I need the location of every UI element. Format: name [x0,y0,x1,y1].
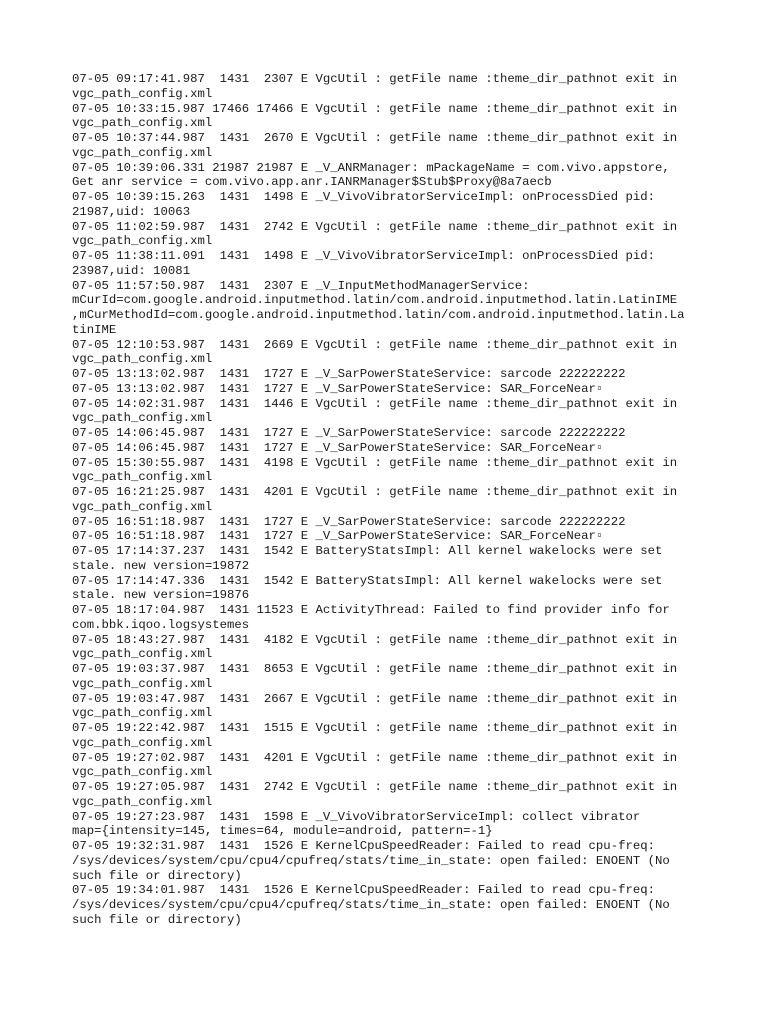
log-line: 07-05 18:43:27.987 1431 4182 E VgcUtil : getFile name :theme_dir_pathnot exit in [72,632,678,647]
log-line: 07-05 19:27:23.987 1431 1598 E _V_VivoVibratorServiceImpl: collect vibrator [72,809,641,824]
log-line: 07-05 19:27:02.987 1431 4201 E VgcUtil : getFile name :theme_dir_pathnot exit in [72,750,678,765]
log-line: Get anr service = com.vivo.app.anr.IANRManager$Stub$Proxy@8a7aecb [72,175,552,190]
log-line: 07-05 16:21:25.987 1431 4201 E VgcUtil : getFile name :theme_dir_pathnot exit in [72,485,678,499]
log-line: 07-05 09:17:41.987 1431 2307 E VgcUtil : getFile name :theme_dir_pathnot exit in [72,72,678,86]
log-line: vgc_path_config.xml [72,676,213,691]
log-line: 07-05 16:51:18.987 1431 1727 E _V_SarPowerStateService: sarcode 222222222 [72,514,626,529]
log-line: stale. new version=19876 [72,588,250,603]
log-line: vgc_path_config.xml [72,86,213,101]
log-line: 07-05 17:14:37.237 1431 1542 E BatteryStatsImpl: All kernel wakelocks were set [72,544,663,558]
log-line: map={intensity=145, times=64, module=android, pattern=-1} [72,824,493,839]
log-line: vgc_path_config.xml [72,499,213,514]
log-line: vgc_path_config.xml [72,470,213,485]
log-line: such file or directory) [72,868,242,883]
log-line: vgc_path_config.xml [72,411,213,426]
log-line: 07-05 19:32:31.987 1431 1526 E KernelCpuSpeedReader: Failed to read cpu-freq: [72,839,655,853]
log-line: 07-05 11:57:50.987 1431 2307 E _V_InputMethodManagerService: [72,278,530,293]
log-line: 07-05 10:39:15.263 1431 1498 E _V_VivoVibratorServiceImpl: onProcessDied pid: [72,190,655,204]
log-line: ,mCurMethodId=com.google.android.inputmethod.latin/com.android.inputmethod.latin.La [72,308,685,322]
log-line: vgc_path_config.xml [72,794,213,809]
log-line: /sys/devices/system/cpu/cpu4/cpufreq/stats/time_in_state: open failed: ENOENT (No [72,853,670,868]
log-line: tinIME [72,322,117,337]
log-line: vgc_path_config.xml [72,706,213,721]
log-line: 07-05 14:06:45.987 1431 1727 E _V_SarPowerStateService: SAR_ForceNear▫ [72,440,604,455]
log-line: 07-05 14:06:45.987 1431 1727 E _V_SarPowerStateService: sarcode 222222222 [72,426,626,440]
log-line: 07-05 19:27:05.987 1431 2742 E VgcUtil : getFile name :theme_dir_pathnot exit in [72,780,678,794]
log-line: 07-05 15:30:55.987 1431 4198 E VgcUtil : getFile name :theme_dir_pathnot exit in [72,455,678,470]
log-line: stale. new version=19872 [72,558,250,573]
log-line: 07-05 18:17:04.987 1431 11523 E ActivityThread: Failed to find provider info for [72,603,670,617]
log-line: vgc_path_config.xml [72,145,213,160]
log-line: 07-05 13:13:02.987 1431 1727 E _V_SarPowerStateService: sarcode 222222222 [72,367,626,381]
log-line: 07-05 19:22:42.987 1431 1515 E VgcUtil : getFile name :theme_dir_pathnot exit in [72,721,678,735]
log-line: 07-05 19:03:37.987 1431 8653 E VgcUtil : getFile name :theme_dir_pathnot exit in [72,662,678,676]
log-line: vgc_path_config.xml [72,352,213,367]
log-line: vgc_path_config.xml [72,765,213,780]
log-line: vgc_path_config.xml [72,116,213,131]
log-line: 07-05 10:39:06.331 21987 21987 E _V_ANRManager: mPackageName = com.vivo.appstore, [72,160,670,175]
log-line: vgc_path_config.xml [72,735,213,750]
log-line: 07-05 11:38:11.091 1431 1498 E _V_VivoVibratorServiceImpl: onProcessDied pid: [72,249,655,263]
log-line: 07-05 14:02:31.987 1431 1446 E VgcUtil : getFile name :theme_dir_pathnot exit in [72,396,678,411]
log-line: 07-05 17:14:47.336 1431 1542 E BatteryStatsImpl: All kernel wakelocks were set [72,573,663,588]
log-line: 07-05 11:02:59.987 1431 2742 E VgcUtil : getFile name :theme_dir_pathnot exit in [72,219,678,234]
log-line: such file or directory) [72,912,242,927]
log-line: 23987,uid: 10081 [72,263,191,278]
log-line: com.bbk.iqoo.logsystemes [72,617,250,632]
log-line: 21987,uid: 10063 [72,204,191,219]
log-line: 07-05 10:37:44.987 1431 2670 E VgcUtil : getFile name :theme_dir_pathnot exit in [72,131,678,145]
log-line: 07-05 19:34:01.987 1431 1526 E KernelCpuSpeedReader: Failed to read cpu-freq: [72,883,655,898]
document-page [72,72,712,928]
log-line: 07-05 12:10:53.987 1431 2669 E VgcUtil : getFile name :theme_dir_pathnot exit in [72,337,678,352]
log-line: mCurId=com.google.android.inputmethod.latin/com.android.inputmethod.latin.LatinIME [72,293,678,308]
log-line: 07-05 19:03:47.987 1431 2667 E VgcUtil : getFile name :theme_dir_pathnot exit in [72,691,678,706]
log-line: vgc_path_config.xml [72,234,213,249]
log-line: vgc_path_config.xml [72,647,213,662]
log-line: 07-05 10:33:15.987 17466 17466 E VgcUtil : getFile name :theme_dir_pathnot exit in [72,101,678,116]
log-line: 07-05 16:51:18.987 1431 1727 E _V_SarPowerStateService: SAR_ForceNear▫ [72,529,604,544]
log-text-block [72,72,712,928]
log-line: /sys/devices/system/cpu/cpu4/cpufreq/stats/time_in_state: open failed: ENOENT (No [72,898,670,912]
log-line: 07-05 13:13:02.987 1431 1727 E _V_SarPowerStateService: SAR_ForceNear▫ [72,381,604,396]
